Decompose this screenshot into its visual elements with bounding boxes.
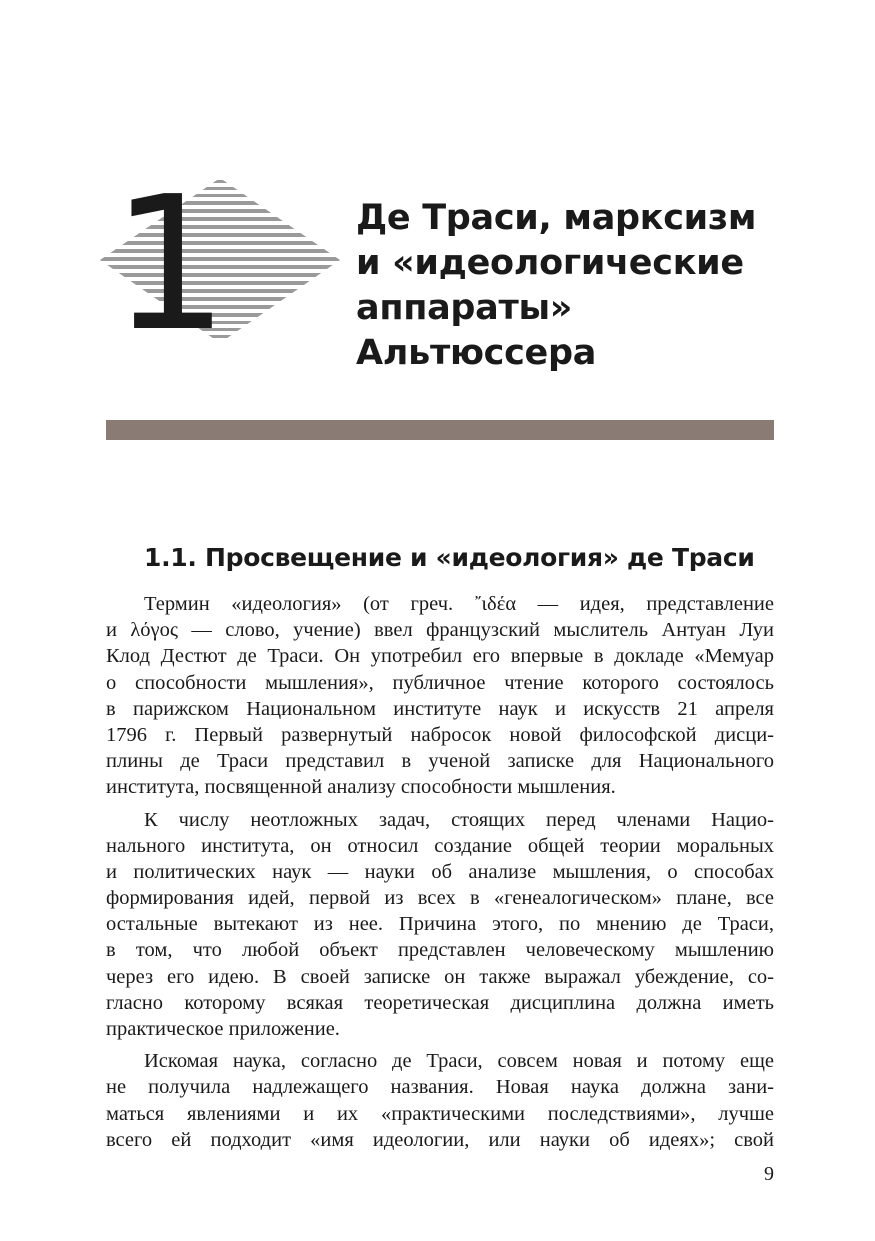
text-line: формирования идей, первой из всех в «генеалогическом» плане, все <box>106 887 774 910</box>
text-line: не получила надлежащего названия. Новая наука должна зани- <box>106 1076 774 1099</box>
text-line: и λόγος — слово, учение) ввел французский мыслитель Антуан Луи <box>106 619 774 642</box>
text-line: гласно которому всякая теоретическая дисциплина должна иметь <box>106 991 774 1014</box>
chapter-title-line: Де Траси, марксизм <box>356 198 757 238</box>
text-line: нального института, он относил создание общей теории моральных <box>106 834 774 857</box>
chapter-title <box>356 196 796 376</box>
text-line: плины де Траси представил в ученой записке для Национального <box>106 750 774 773</box>
text-line: маться явлениями и их «практическими последствиями», лучше <box>106 1102 774 1125</box>
text-line: Искомая наука, согласно де Траси, совсем новая и потому еще <box>144 1050 774 1073</box>
chapter-title-line: Альтюссера <box>356 333 597 373</box>
text-line: всего ей подходит «имя идеологии, или науки об идеях»; свой <box>106 1128 774 1151</box>
text-line: Термин «идеология» (от греч. ῎ιδέα — идея, представление <box>144 593 774 615</box>
text-line: и политических наук — науки об анализе мышления, о способах <box>106 860 774 883</box>
section-title: 1.1. Просвещение и «идеология» де Траси <box>144 543 755 572</box>
chapter-number-emblem <box>100 178 340 343</box>
text-line: 1796 г. Первый развернутый набросок новой философской дисци- <box>106 723 774 746</box>
chapter-number: 1 <box>111 178 229 343</box>
text-line: о способности мышления», публичное чтение которого состоялось <box>106 671 774 694</box>
text-line: практическое приложение. <box>106 1018 340 1040</box>
body-text <box>106 591 774 1159</box>
chapter-title-line: аппараты» <box>356 288 573 328</box>
text-line: К числу неотложных задач, стоящих перед членами Нацио- <box>144 808 774 831</box>
text-line: в парижском Национальном институте наук и искусств 21 апреля <box>106 697 774 720</box>
paragraph <box>106 807 774 1043</box>
paragraph <box>106 1048 774 1153</box>
page-number: 9 <box>764 1163 774 1185</box>
text-line: остальные вытекают из нее. Причина этого, по мнению де Траси, <box>106 913 774 936</box>
chapter-title-line: и «идеологические <box>356 243 744 283</box>
text-line: института, посвященной анализу способности мышления. <box>106 776 616 799</box>
text-line: Клод Дестют де Траси. Он употребил его впервые в докладе «Мемуар <box>106 645 774 668</box>
text-line: в том, что любой объект представлен человеческому мышлению <box>106 939 774 962</box>
text-line: через его идею. В своей записке он также выражал убеждение, со- <box>106 965 774 988</box>
chapter-divider-bar <box>106 420 774 440</box>
paragraph <box>106 591 774 801</box>
